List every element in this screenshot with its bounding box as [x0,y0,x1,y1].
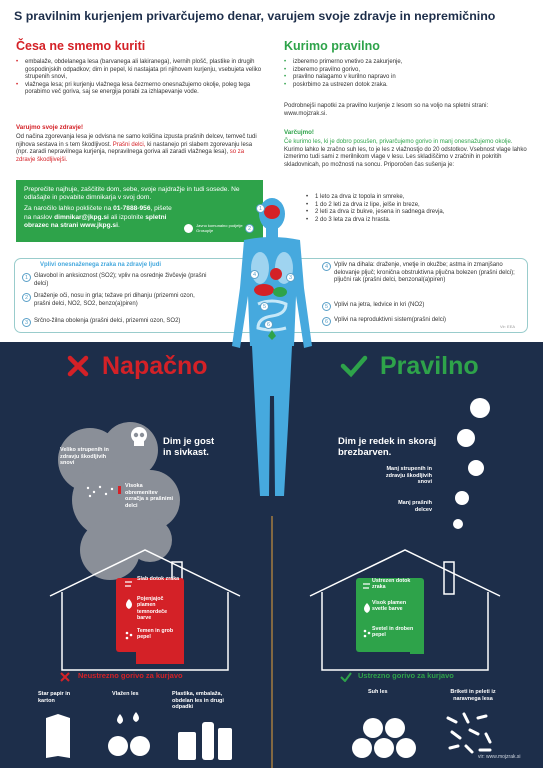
no-burn-list [16,59,263,97]
burn-right-list [284,59,529,89]
air-icon [362,580,372,592]
list-item: • poskrbimo za ustrezen dotok zraka. [284,82,529,90]
divider-line [258,516,286,768]
effect-item-5: 5 Vplivi na jetra, ledvice in kri (NO2) [322,302,522,311]
page-title: S pravilnim kurjenjem privarčujemo denar, varujem svoje zdravje in nepremičnino [14,9,496,23]
fuel-pellets-label: Briketi in peleti iz naravnega lesa [450,689,496,702]
check-icon [340,354,368,378]
figure-marker-1: 1 [256,204,265,213]
effect-item-1: 1 Glavobol in anksioznost (SO2); vpliv na osrednje živčevje (prašni delci) [22,273,222,288]
stove-wrong-air: Slab dotok zraka [137,576,180,582]
web-form-link[interactable]: spletni obrazec na strani www.jkpg.si [24,213,167,229]
effects-source: Vir: EEA [500,324,516,329]
list-item: • 2 leti za drva iz bukve, jesena in sadnega drevja, [306,209,526,217]
effect-item-4: 4 Vpliv na dihala: draženje, vnetje in okužbe; astma in zmanjšano delovanje pljuč; kronična obstruktivna pljučna bolezen (prašni delci); pljučni rak (prašni delci, benzonal(a)piren) [322,262,522,285]
skull-icon [128,426,150,448]
effect-item-2: 2 Draženje oči, nosu in grla; težave pri dihanju (prizemni ozon, prašni delci, NO2, SO2, benzo(a)piren) [22,293,222,308]
burn-right-heading: Kurimo pravilno [284,39,380,53]
fuel-paper-label: Star papir in karton [38,691,71,704]
less-particles-label: Manj prašnih delcev [398,500,432,513]
small-cross-icon [60,672,70,682]
email-link[interactable]: dimnikar@jkpg.si [54,213,109,221]
small-check-icon [340,672,352,682]
waste-icon [176,712,236,762]
dry-wood-icon [348,710,418,760]
thin-smoke-label: Dim je redek in skoraj brezbarven. [338,436,437,458]
jkp-logo: Javno komunalno podjetje Grosuplje [184,223,258,233]
cross-icon [66,354,90,378]
fuel-dry-wood-label: Suh les [368,689,388,695]
drying-times-list [306,194,526,224]
light-smoke-puffs [436,394,496,544]
effects-heading: Vplivi onesnaženega zraka na zdravje ljudi [40,262,162,268]
particles-label: Visoka obremenitev ozračja s prašnimi delci [125,483,173,509]
flame-icon [362,602,372,614]
bottom-source: vir: www.mojzrak.si [478,754,521,760]
list-item: • 1 leto za drva iz topola in smreke, [306,194,526,202]
toxic-label: Veliko strupenih in zdravju škodljivih snovi [60,447,109,467]
figure-marker-6: 6 [264,320,273,329]
wet-wood-icon [106,712,160,760]
instructions-paragraph: Podrobnejši napotki za pravilno kurjenje z lesom so na voljo na spletni strani: www.mojzrak.si. [284,103,489,117]
cardboard-icon [40,712,80,760]
stove-right-flame: Visok plamen svetle barve [372,600,407,613]
figure-marker-5: 5 [260,302,269,311]
good-fuel-heading: Ustrezno gorivo za kurjavo [358,671,454,680]
effect-item-6: 6 Vplivi na reproduktivni sistem(prašni delci) [322,317,522,326]
effect-item-3: 3 Srčno-žilna obolenja (prašni delci, prizemni ozon, SO2) [22,318,252,327]
figure-marker-4: 4 [250,270,259,279]
dense-smoke-label: Dim je gost in sivkast. [163,436,215,458]
less-toxic-label: Manj strupenih in zdravju škodljivih snovi [385,466,432,486]
health-heading: Varujmo svoje zdravje! [16,124,84,131]
no-burn-heading: Česa ne smemo kuriti [16,39,146,53]
ash-icon [362,628,372,638]
right-title: Pravilno [380,352,479,380]
bad-fuel-heading: Neustrezno gorivo za kurjavo [78,671,183,680]
list-item: • 2 do 3 leta za drva iz hrasta. [306,217,526,225]
stove-right-air: Ustrezen dotok zraka [372,578,411,591]
list-item: • vlažnega lesa; pri kurjenju vlažnega lesa čezmerno onesnažujemo okolje, poleg tega porabimo več goriva, saj se energija porabi za izhlapevanje vode. [16,82,263,97]
fuel-wet-wood-label: Vlažen les [112,691,139,697]
list-item: • izberemo primerno vnetivo za zakurjenje, [284,59,529,67]
list-item: • pravilno nalagamo v kurilno napravo in [284,74,529,82]
stove-wrong-flame: Pojenjajoč plamen temnordeče barve [137,596,168,621]
jkp-logo-icon [184,224,193,233]
pellets-icon [440,708,500,760]
save-paragraph: Če kurimo les, ki je dobro posušen, privarčujemo gorivo in manj onesnažujemo okolje. Kurimo lahko le zračno suh les, to je les z vlažnostjo do 20 odstotkov. Vsebnost vlage lahko izmerimo tudi sami z merilnikom vlage v lesu. Les skladiščimo v zračnih in pokritih skladovnicah, po možnosti na soncu. Priporočen čas sušenja je: [284,139,527,169]
health-paragraph: Od načina zgorevanja lesa je odvisna ne samo količina izpusta prašnih delcev, temveč tudi njihova sestava in s tem škodljivost. Prašni delci, ki nastanejo pri slabem zgorevanju lesa (npr. zaradi nepravilnega kurjenja, nepravilnega goriva ali zaradi vlažnega lesa), so za zdravje škodljivejši. [16,134,257,164]
stove-wrong-ash: Temen in grob pepel [137,628,174,641]
figure-marker-3: 3 [286,273,295,282]
human-body-figure [222,196,322,516]
air-icon [124,578,134,590]
save-heading: Varčujmo! [284,129,314,136]
phone-link[interactable]: 01-7888-956 [113,205,151,213]
particles-icon [84,484,124,500]
flame-icon [124,598,134,610]
list-item: • 1 do 2 leti za drva iz lipe, jelše in breze, [306,202,526,210]
chimney-sweep-box: Preprečite najhuje, zaščitite dom, sebe, svoje najdražje in tudi sosede. Ne odlašajte in povabite dimnikarja v svoj dom. Za naročilo lahko pokličete na 01-7888-956, pišete na naslov dimnikar@jkpg.si ali izpolnite spletni obrazec na strani www.jkpg.si. Javno komunalno podjetje Grosuplje [16,180,263,242]
figure-marker-2: 2 [245,224,254,233]
stove-right-ash: Svetel in droben pepel [372,626,414,639]
fuel-waste-label: Plastika, embalaža, obdelan les in drugi odpadki [172,691,224,711]
list-item: • izberemo pravilno gorivo, [284,67,529,75]
ash-icon [124,630,134,640]
wrong-title: Napačno [102,352,208,380]
list-item: • embalaže, obdelanega lesa (barvanega ali lakiranega), ivernih plošč, plastike in drugih gospodinjskih odpadkov; dim in pepel, ki nastajata pri njihovem kurjenju, vsebujeta veliko strupenih snovi, [16,59,263,82]
